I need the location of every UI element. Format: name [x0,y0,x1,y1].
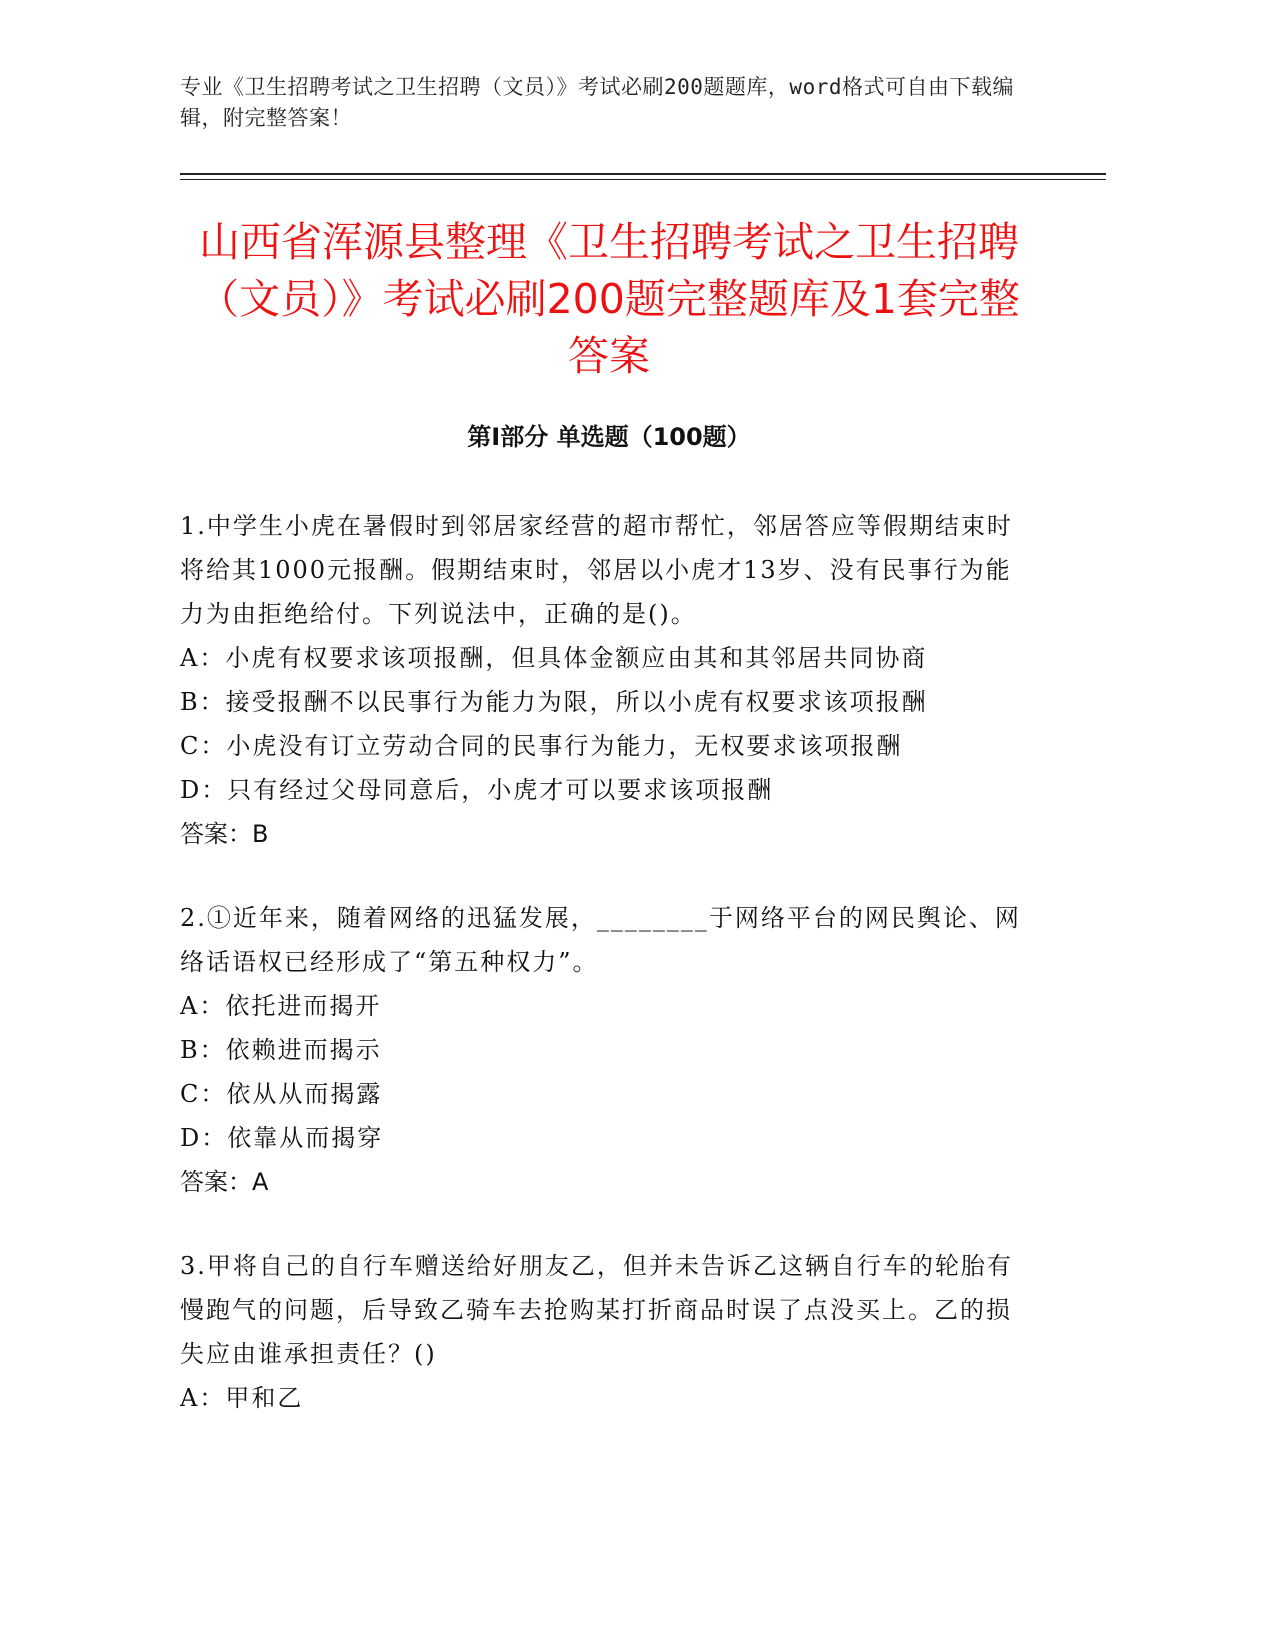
option-d: D：只有经过父母同意后，小虎才可以要求该项报酬 [180,776,774,804]
header-rule-thick [180,173,1106,175]
question-stem: 2.①近年来，随着网络的迅猛发展，________于网络平台的网民舆论、网络话语权已经形成了“第五种权力”。 [180,904,1021,976]
option-c: C：依从从而揭露 [180,1080,383,1108]
option-b: B：依赖进而揭示 [180,1036,382,1064]
question-stem: 1.中学生小虎在暑假时到邻居家经营的超市帮忙，邻居答应等假期结束时将给其1000元报酬。假期结束时，邻居以小虎才13岁、没有民事行为能力为由拒绝给付。下列说法中，正确的是()。 [180,512,1013,628]
question-3 [180,1244,1030,1420]
option-d: D：依靠从而揭穿 [180,1124,384,1152]
option-b: B：接受报酬不以民事行为能力为限，所以小虎有权要求该项报酬 [180,688,928,716]
option-a: A：依托进而揭开 [180,992,382,1020]
header-note: 专业《卫生招聘考试之卫生招聘（文员）》考试必刷200题题库，word格式可自由下载编辑，附完整答案！ [180,75,1014,130]
option-a: A：小虎有权要求该项报酬，但具体金额应由其和其邻居共同协商 [180,644,928,672]
option-a: A：甲和乙 [180,1384,304,1412]
question-1 [180,504,1030,856]
document-title: 山西省浑源县整理《卫生招聘考试之卫生招聘（文员）》考试必刷200题完整题库及1套完整答案 [198,218,1020,380]
answer: 答案：A [180,1168,269,1196]
option-c: C：小虎没有订立劳动合同的民事行为能力，无权要求该项报酬 [180,732,903,760]
header-rule-thin [180,179,1106,180]
section-title: 第Ⅰ部分 单选题（100题） [467,423,751,451]
answer: 答案：B [180,820,269,848]
question-2 [180,896,1030,1204]
question-stem: 3.甲将自己的自行车赠送给好朋友乙，但并未告诉乙这辆自行车的轮胎有慢跑气的问题，后导致乙骑车去抢购某打折商品时误了点没买上。乙的损失应由谁承担责任？() [180,1252,1013,1368]
question-list [180,504,1030,1460]
